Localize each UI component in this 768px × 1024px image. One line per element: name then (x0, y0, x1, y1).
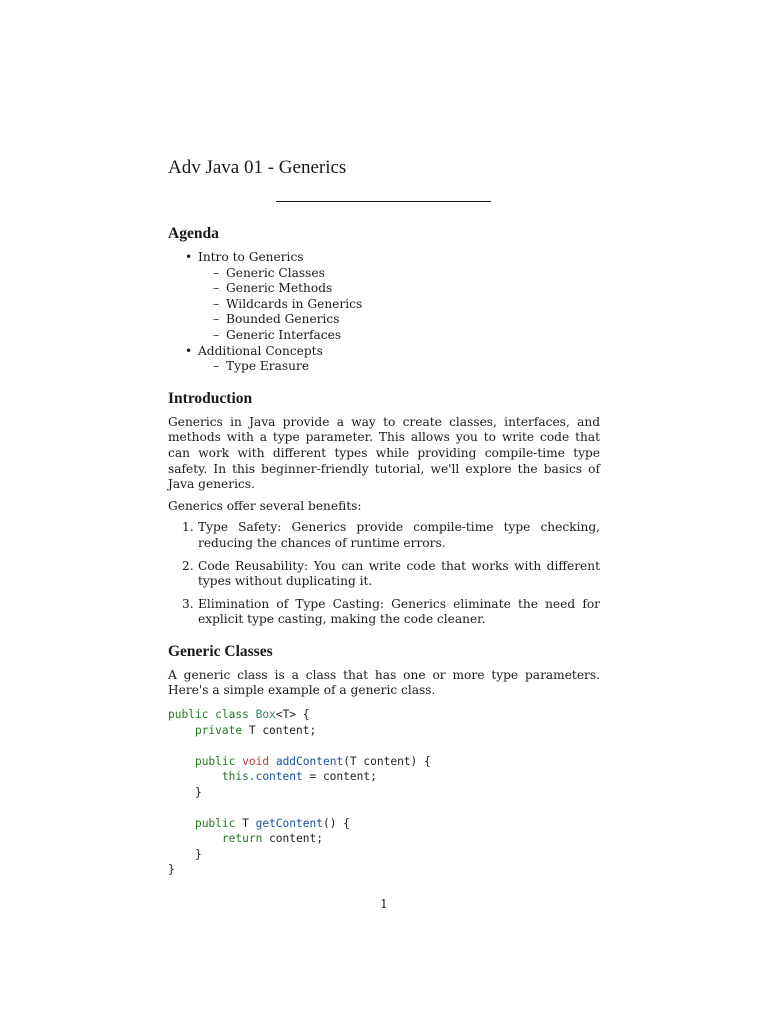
document-title: Adv Java 01 - Generics (168, 157, 347, 178)
benefit-number: 2. (182, 558, 194, 573)
agenda-list (168, 250, 600, 375)
agenda-item-label: Additional Concepts (198, 343, 323, 358)
code-token: public (194, 816, 236, 830)
benefit-text: Elimination of Type Casting: Generics eliminate the need for explicit type casting, making the code cleaner. (198, 596, 600, 627)
code-token: public (168, 708, 209, 722)
agenda-subitem: – Generic Classes (198, 266, 600, 282)
code-token: .content (248, 770, 303, 784)
agenda-item (168, 344, 600, 375)
agenda-subitem: – Wildcards in Generics (198, 297, 600, 313)
introduction-heading: Introduction (168, 389, 253, 407)
code-token: private (194, 723, 243, 737)
benefit-text: Type Safety: Generics provide compile-time type checking, reducing the chances of runtime errors. (198, 520, 600, 550)
code-token: addContent (275, 754, 344, 768)
agenda-sublist (198, 359, 600, 375)
code-token: void (242, 754, 270, 768)
code-token: () { (322, 816, 350, 830)
code-token: return (221, 832, 263, 846)
code-token: } (168, 863, 175, 877)
document-body (168, 224, 600, 878)
benefit-number: 1. (182, 520, 194, 535)
agenda-item (168, 250, 600, 344)
code-token: } (194, 785, 202, 799)
agenda-subitem: – Generic Methods (198, 281, 600, 297)
code-token: getContent (255, 816, 323, 830)
agenda-sublist (198, 266, 600, 344)
code-token: = content; (302, 770, 377, 784)
benefits-intro: Generics offer several benefits: (168, 498, 362, 513)
code-token: content; (262, 832, 323, 846)
agenda-subitem: – Type Erasure (198, 359, 600, 375)
document-page (168, 0, 600, 1024)
code-token: } (194, 847, 202, 861)
agenda-subitem: – Bounded Generics (198, 312, 600, 328)
page-number: 1 (380, 897, 388, 911)
code-token: this (221, 770, 249, 784)
agenda-item-label: Intro to Generics (198, 250, 304, 264)
code-block (168, 707, 600, 878)
generic-classes-paragraph: A generic class is a class that has one or more type parameters. Here's a simple example of a generic class. (168, 667, 600, 698)
code-token: T (235, 816, 256, 830)
generic-classes-heading: Generic Classes (168, 642, 273, 660)
benefit-item (168, 559, 600, 590)
benefits-list (168, 520, 600, 628)
title-rule (276, 201, 491, 202)
code-token: public (194, 754, 236, 768)
benefit-item (168, 597, 600, 628)
code-token: T content; (242, 723, 317, 737)
generic-classes-section (168, 642, 600, 878)
code-token: Box (255, 708, 276, 722)
agenda-heading: Agenda (168, 225, 219, 242)
code-token: class (215, 708, 249, 722)
code-token: (T content) { (343, 754, 431, 768)
benefit-number: 3. (182, 596, 194, 611)
code-token: <T> { (275, 708, 310, 722)
introduction-section (168, 389, 600, 628)
benefit-item (168, 520, 600, 551)
benefit-text: Code Reusability: You can write code that works with different types without duplicating it. (198, 558, 600, 589)
agenda-subitem: – Generic Interfaces (198, 328, 600, 344)
introduction-paragraph: Generics in Java provide a way to create classes, interfaces, and methods with a type parameter. This allows you to write code that can work with different types while providing compile-time type safety. In this beginner-friendly tutorial, we'll explore the basics of Java generics. (168, 414, 600, 492)
